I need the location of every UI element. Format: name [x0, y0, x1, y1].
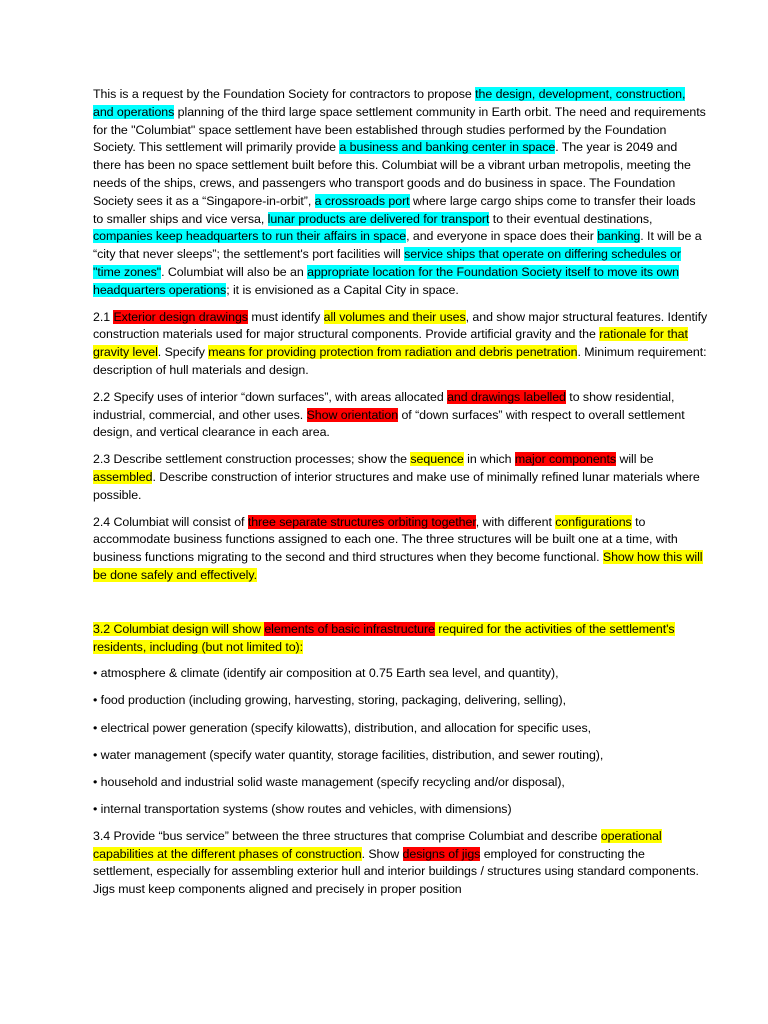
yellow-highlighted-text: rationale for that gravity level	[93, 327, 688, 360]
section-3-4-paragraph	[93, 828, 708, 899]
yellow-highlighted-text: Show how this will be done safely and effectively.	[93, 550, 703, 582]
bullet-transportation	[93, 801, 708, 819]
red-highlighted-text: elements of basic infrastructure	[264, 621, 435, 636]
text-run: 2.2 Specify uses of interior “down surfaces”, with areas allocated	[93, 389, 448, 404]
text-run: . Minimum requirement: description of hull materials and design.	[93, 345, 707, 377]
text-run: , and show major structural features. Identify construction materials used for major structural components. Provide artificial gravity and the	[93, 309, 708, 342]
text-run: of “down surfaces” with respect to overall settlement design, and vertical clearance in each area.	[93, 407, 685, 440]
text-run: • food production (including growing, harvesting, storing, packaging, delivering, selling),	[93, 693, 566, 708]
yellow-highlighted-text: all volumes and their uses	[323, 309, 466, 324]
yellow-highlighted-text: means for providing protection from radiation and debris penetration	[208, 345, 578, 360]
bullet-waste-management	[93, 774, 708, 792]
text-run: . Columbiat will also be an	[161, 264, 308, 279]
text-run: . Describe construction of interior structures and make use of minimally refined lunar materials where possible.	[93, 469, 700, 502]
cyan-highlighted-text: companies keep headquarters to run their affairs in space	[93, 229, 407, 244]
red-highlighted-text: Show orientation	[306, 407, 399, 422]
bullet-food-production	[93, 692, 708, 710]
text-run: where large cargo ships come to transfer their loads to smaller ships and vice versa,	[93, 193, 696, 226]
yellow-highlighted-text: operational capabilities at the different phases of construction	[93, 828, 662, 861]
red-highlighted-text: and drawings labelled	[447, 389, 566, 404]
cyan-highlighted-text: service ships that operate on differing schedules or "time zones"	[93, 247, 681, 279]
text-run: • internal transportation systems (show routes and vehicles, with dimensions)	[93, 801, 512, 816]
section-3-2-paragraph	[93, 621, 708, 657]
text-run: to their eventual destinations,	[489, 211, 653, 226]
text-run: . Specify	[157, 345, 209, 360]
text-run: must identify	[247, 309, 324, 324]
yellow-highlighted-text: configurations	[555, 514, 632, 529]
cyan-highlighted-text: a crossroads port	[314, 193, 410, 208]
bullet-atmosphere	[93, 665, 708, 683]
section-2-4-paragraph	[93, 514, 708, 585]
text-run: . It will be a “city that never sleeps”; the settlement's port facilities will	[93, 229, 702, 262]
red-highlighted-text: Exterior design drawings	[113, 309, 248, 324]
yellow-highlighted-text: sequence	[410, 452, 464, 467]
text-run: in which	[463, 452, 515, 467]
bullet-water-management	[93, 747, 708, 765]
text-run: 2.1	[93, 309, 114, 324]
section-2-1-paragraph	[93, 309, 708, 380]
text-run: will be	[616, 452, 654, 467]
text-run: , and everyone in space does their	[406, 229, 598, 244]
section-2-3-paragraph	[93, 451, 708, 504]
yellow-highlighted-text: 3.2 Columbiat design will show	[93, 621, 265, 636]
text-run: 3.4 Provide “bus service” between the three structures that comprise Columbiat and describe	[93, 828, 601, 843]
cyan-highlighted-text: lunar products are delivered for transport	[267, 211, 490, 226]
text-run: . The year is 2049 and there has been no space settlement built before this. Columbiat will be a vibrant urban metropolis, meeting the needs of the ships, crews, and passengers who transport goods and do business in space. The Foundation Society sees it as a “Singapore-in-orbit”,	[93, 140, 691, 208]
cyan-highlighted-text: banking	[597, 229, 641, 244]
intro-paragraph	[93, 86, 708, 300]
bullet-electrical-power	[93, 720, 708, 738]
text-run: • atmosphere & climate (identify air composition at 0.75 Earth sea level, and quantity),	[93, 666, 559, 681]
text-run: 2.3 Describe settlement construction processes; show the	[93, 452, 411, 467]
cyan-highlighted-text: the design, development, construction, and operations	[93, 87, 686, 119]
red-highlighted-text: three separate structures orbiting together	[247, 514, 476, 529]
text-run: ; it is envisioned as a Capital City in space.	[226, 282, 459, 297]
section-2-2-paragraph	[93, 389, 708, 442]
text-run: • water management (specify water quantity, storage facilities, distribution, and sewer routing),	[93, 747, 604, 762]
text-run: 2.4 Columbiat will consist of	[93, 514, 248, 529]
text-run: This is a request by the Foundation Society for contractors to propose	[93, 87, 476, 101]
cyan-highlighted-text: appropriate location for the Foundation Society itself to move its own headquarters operations	[93, 264, 679, 297]
text-run: • household and industrial solid waste management (specify recycling and/or disposal),	[93, 774, 565, 789]
yellow-highlighted-text: required for the activities of the settlement's residents, including (but not limited to):	[93, 621, 675, 654]
cyan-highlighted-text: a business and banking center in space	[339, 140, 556, 155]
text-run: to show residential, industrial, commercial, and other uses.	[93, 389, 675, 422]
text-run: • electrical power generation (specify kilowatts), distribution, and allocation for specific uses,	[93, 720, 592, 735]
red-highlighted-text: major components	[514, 452, 617, 467]
text-run: planning of the third large space settlement community in Earth orbit. The need and requirements for the "Columbiat" space settlement have been established through studies performed by the Foundation Society. This settlement will primarily provide	[93, 104, 706, 155]
text-run: . Show	[361, 846, 403, 861]
text-run: , with different	[475, 514, 556, 529]
yellow-highlighted-text: assembled	[93, 469, 153, 484]
text-run: employed for constructing the settlement, especially for assembling exterior hull and interior buildings / structures using standard components. Jigs must keep components aligned and precisely in proper position	[93, 846, 699, 897]
red-highlighted-text: designs of jigs	[402, 846, 481, 861]
text-run: to accommodate business functions assigned to each one. The three structures will be built one at a time, with business functions migrating to the second and third structures when they become functional.	[93, 514, 678, 565]
